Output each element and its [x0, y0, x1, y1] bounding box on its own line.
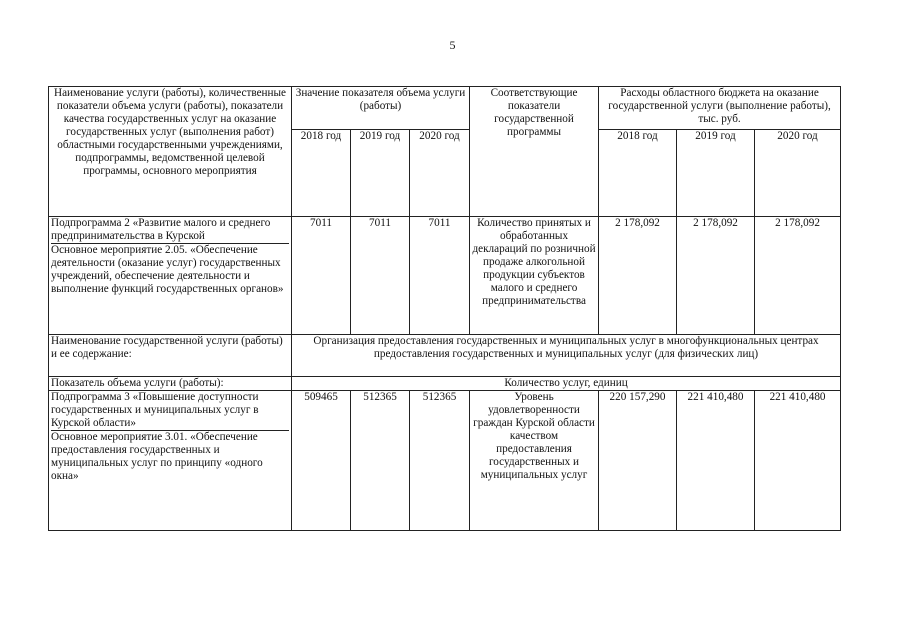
service-label: Наименование государственной услуги (работы) и ее содержание:	[49, 335, 292, 377]
block2-measure: Основное мероприятие 3.01. «Обеспечение предоставления государственных и муниципальных услуг по принципу «одного окна»	[51, 431, 263, 482]
block2-expense-2018: 220 157,290	[599, 391, 677, 531]
service-value: Организация предоставления государственных и муниципальных услуг в многофункциональных центрах предоставления государственных и муниципальных услуг (для физических лиц)	[292, 335, 841, 377]
page-number: 5	[449, 38, 456, 52]
block1-measure: Основное мероприятие 2.05. «Обеспечение деятельности (оказание услуг) государственных учреждений, обеспечение деятельности и выполнение функций государственных органов»	[51, 244, 284, 295]
header-year-2018: 2018 год	[292, 130, 351, 217]
block1-name-cell	[49, 217, 292, 335]
block1-row	[49, 217, 841, 335]
header-exp-year-2019: 2019 год	[677, 130, 755, 217]
header-indicators-cell: Соответствующие показатели государственной программы	[470, 87, 599, 217]
header-row-1	[49, 87, 841, 130]
block1-volume-2018: 7011	[292, 217, 351, 335]
block1-expense-2020: 2 178,092	[755, 217, 841, 335]
block1-subprogram: Подпрограмма 2 «Развитие малого и среднего предпринимательства в Курской	[51, 217, 289, 244]
block2-expense-2019: 221 410,480	[677, 391, 755, 531]
block2-row	[49, 391, 841, 531]
block1-volume-2020: 7011	[410, 217, 470, 335]
header-volume-cell: Значение показателя объема услуги (работы)	[292, 87, 470, 130]
block2-expense-2020: 221 410,480	[755, 391, 841, 531]
volume-indicator-value: Количество услуг, единиц	[292, 377, 841, 391]
block2-volume-2019: 512365	[351, 391, 410, 531]
volume-indicator-label: Показатель объема услуги (работы):	[49, 377, 292, 391]
service-row	[49, 335, 841, 377]
block2-volume-2020: 512365	[410, 391, 470, 531]
block1-expense-2018: 2 178,092	[599, 217, 677, 335]
block2-name-cell	[49, 391, 292, 531]
header-year-2020: 2020 год	[410, 130, 470, 217]
header-exp-year-2020: 2020 год	[755, 130, 841, 217]
header-name-cell: Наименование услуги (работы), количественные показатели объема услуги (работы), показатели качества государственных услуг на оказание государственных услуг (выполнения работ) областными государственными учреждениями, подпрограммы, ведомственной целевой программы, основного мероприятия	[49, 87, 292, 217]
volume-indicator-row	[49, 377, 841, 391]
budget-table	[48, 86, 841, 531]
block2-volume-2018: 509465	[292, 391, 351, 531]
header-year-2019: 2019 год	[351, 130, 410, 217]
block2-subprogram: Подпрограмма 3 «Повышение доступности государственных и муниципальных услуг в Курской области»	[51, 391, 289, 431]
block1-expense-2019: 2 178,092	[677, 217, 755, 335]
header-exp-year-2018: 2018 год	[599, 130, 677, 217]
block1-volume-2019: 7011	[351, 217, 410, 335]
block2-indicator: Уровень удовлетворенности граждан Курской области качеством предоставления государственных и муниципальных услуг	[470, 391, 599, 531]
block1-indicator: Количество принятых и обработанных деклараций по розничной продаже алкогольной продукции субъектов малого и среднего предпринимательства	[470, 217, 599, 335]
header-expenses-cell: Расходы областного бюджета на оказание государственной услуги (выполнение работы), тыс. руб.	[599, 87, 841, 130]
